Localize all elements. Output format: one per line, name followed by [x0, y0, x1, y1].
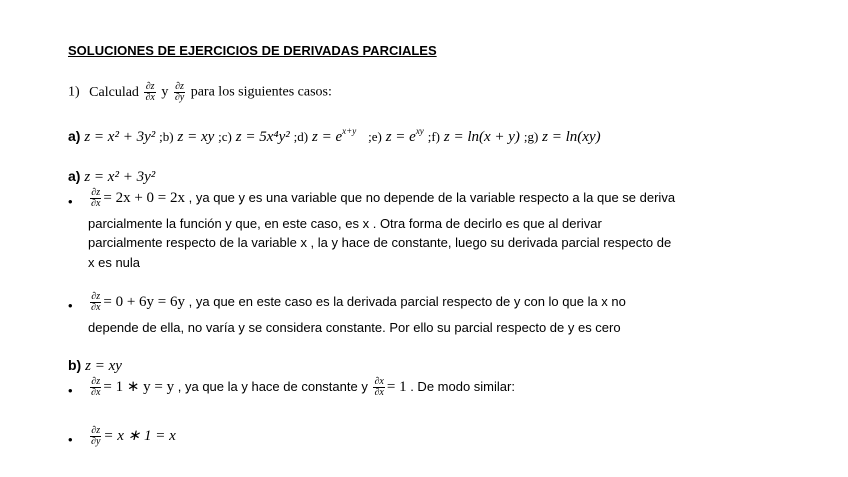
case-d-label: ;d): [293, 129, 309, 144]
section-a-line-2: parcialmente la función y que, en este caso, es x . Otra forma de decirlo es que al derivar: [88, 216, 602, 231]
case-e-expr: [385, 126, 424, 145]
frac-num: ∂z: [91, 425, 101, 437]
section-a-bullet-2: [88, 292, 626, 313]
text-mid: , ya que la y hace de constante y: [177, 379, 368, 394]
frac-num: ∂x: [374, 376, 384, 388]
case-c-label: ;c): [218, 129, 232, 144]
frac-den: ∂y: [91, 436, 101, 448]
section-b-bullet-2: [88, 426, 176, 447]
frac-den: ∂y: [174, 92, 185, 103]
question-calc: Calculad: [89, 84, 139, 100]
section-b-heading: [68, 357, 122, 375]
section-a-expr: z = x² + 3y²: [84, 169, 156, 185]
text-end: . De modo similar:: [410, 379, 515, 394]
case-g-expr: z = ln(xy): [542, 129, 601, 145]
fraction-dz-dx: [90, 377, 101, 398]
frac-num: ∂z: [175, 81, 184, 92]
fraction-dx-dx: [373, 377, 384, 398]
frac-num: ∂z: [91, 291, 101, 302]
case-e-exponent: xy: [415, 126, 424, 136]
frac-den: ∂x: [374, 387, 384, 399]
case-d-base: z = e: [312, 129, 343, 145]
bullet: •: [68, 194, 73, 209]
equation: = 2x + 0 = 2x: [103, 189, 186, 206]
case-d-expr: [312, 126, 357, 145]
frac-den: ∂x: [145, 92, 155, 103]
frac-den: ∂x: [91, 302, 101, 313]
frac-den: ∂x: [91, 198, 101, 209]
question-rest: para los siguientes casos:: [190, 84, 332, 100]
case-b-label: ;b): [159, 129, 174, 144]
fraction-dz-dy: [174, 82, 185, 103]
bullet: •: [68, 432, 73, 447]
bullet: •: [68, 383, 73, 398]
section-a-heading: [68, 168, 155, 186]
equation: = x ∗ 1 = x: [103, 428, 176, 444]
case-e-base: z = e: [385, 129, 416, 145]
fraction-dz-dx: [90, 292, 101, 313]
case-b-expr: z = xy: [177, 129, 215, 145]
frac-den: ∂x: [91, 387, 101, 399]
section-b-bullet-1: [88, 377, 515, 398]
bullet: •: [68, 298, 73, 313]
page-title: SOLUCIONES DE EJERCICIOS DE DERIVADAS PARCIALES: [68, 43, 437, 58]
frac-num: ∂z: [91, 376, 101, 388]
text-line: , ya que en este caso es la derivada parcial respecto de y con lo que la x no: [188, 293, 626, 309]
fraction-dz-dx: [144, 82, 155, 103]
case-d-exponent: x+y: [342, 126, 357, 136]
case-c-expr: z = 5x⁴y²: [235, 129, 290, 145]
section-a-bullet-1: [88, 188, 675, 209]
case-e-label: ;e): [368, 129, 382, 144]
case-a-expr: z = x² + 3y²: [84, 129, 156, 145]
equation: = 0 + 6y = 6y: [103, 293, 186, 310]
case-a-label: a): [68, 128, 81, 144]
section-a-label: a): [68, 168, 81, 184]
cases-line: [68, 128, 601, 146]
section-a-line-4: x es nula: [88, 255, 141, 270]
fraction-dz-dx: [90, 188, 101, 209]
text-line: , ya que y es una variable que no depende de la variable respecto a la que se deriva: [188, 189, 676, 205]
question-y: y: [161, 84, 169, 100]
section-a-line-3: parcialmente respecto de la variable x , la y hace de constante, luego su derivada parcial respecto de: [88, 235, 672, 250]
question-number: 1): [68, 84, 80, 100]
section-a-line-6: depende de ella, no varía y se considera constante. Por ello su parcial respecto de y es cero: [88, 320, 621, 335]
question-1: [68, 82, 332, 103]
fraction-dz-dy: [90, 426, 101, 447]
case-f-expr: z = ln(x + y): [443, 129, 520, 145]
section-b-expr: z = xy: [85, 358, 122, 374]
equation-2: = 1: [386, 379, 407, 395]
case-f-label: ;f): [427, 129, 440, 144]
section-b-label: b): [68, 357, 82, 373]
frac-num: ∂z: [145, 81, 155, 92]
equation: = 1 ∗ y = y: [103, 379, 175, 395]
case-g-label: ;g): [523, 129, 539, 144]
frac-num: ∂z: [91, 187, 101, 198]
